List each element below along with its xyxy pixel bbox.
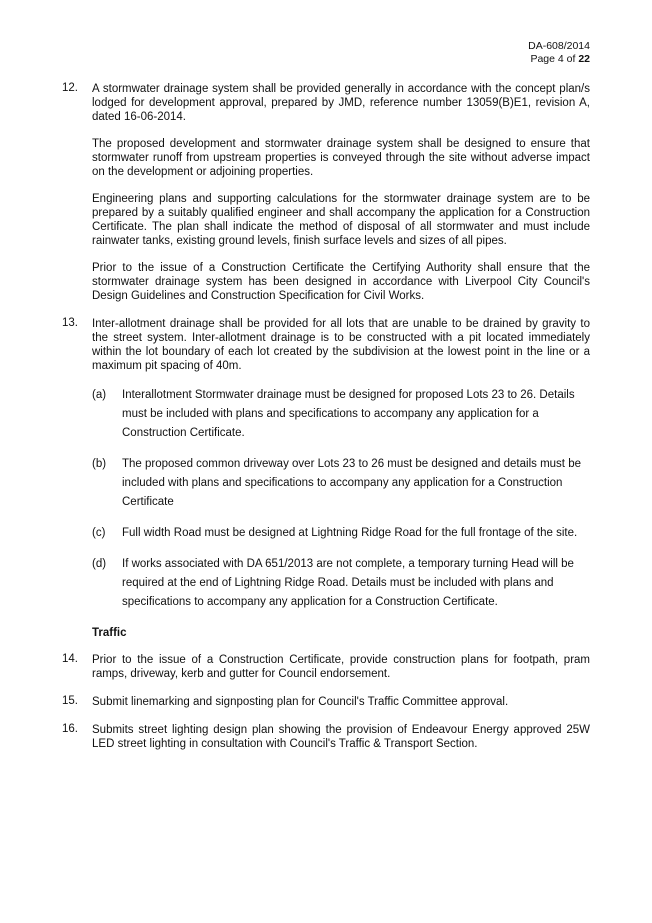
sub-item-a [92, 386, 590, 443]
paragraph: The proposed development and stormwater drainage system shall be designed to ensure that stormwater runoff from upstream properties is conveyed through the site without adverse impact on the development or adjoining properties. [92, 138, 590, 178]
condition-14 [62, 653, 590, 681]
paragraph: Inter-allotment drainage shall be provided for all lots that are unable to be drained by gravity to the street system. Inter-allotment drainage is to be constructed with a pit located immediately within the lot boundary of each lot created by the subdivision at the lowest point in the line or a maximum pit spacing of 40m. [92, 318, 590, 372]
paragraph: Prior to the issue of a Construction Certificate the Certifying Authority shall ensure that the stormwater drainage system has been designed in accordance with Liverpool City Council's Design Guidelines and Construction Specification for Civil Works. [92, 262, 590, 302]
paragraph: Submits street lighting design plan showing the provision of Endeavour Energy approved 25W LED street lighting in consultation with Council's Traffic & Transport Section. [92, 724, 590, 750]
section-heading-traffic: Traffic [92, 627, 127, 639]
condition-number: 15. [62, 695, 78, 707]
paragraph: Prior to the issue of a Construction Certificate, provide construction plans for footpath, pram ramps, driveway, kerb and gutter for Council endorsement. [92, 654, 590, 680]
document-body [62, 82, 590, 765]
condition-number: 13. [62, 317, 78, 329]
condition-13 [62, 317, 590, 612]
sub-item-text: If works associated with DA 651/2013 are not complete, a temporary turning Head will be required at the end of Lightning Ridge Road. Details must be included with plans and specifications to accompany any application for a Construction Certificate. [122, 558, 574, 608]
sub-item-b [92, 455, 590, 512]
sub-item-letter: (d) [92, 558, 107, 570]
condition-12 [62, 82, 590, 303]
page-number [528, 53, 590, 66]
paragraph: A stormwater drainage system shall be provided generally in accordance with the concept plan/s lodged for development approval, prepared by JMD, reference number 13059(B)E1, revision A, dated 16-06-2014. [92, 83, 590, 123]
page-number-prefix: Page 4 of [530, 53, 579, 65]
sub-item-c [92, 524, 590, 543]
condition-number: 16. [62, 723, 78, 735]
sub-item-letter: (b) [92, 458, 107, 470]
sub-item-letter: (c) [92, 527, 106, 539]
sub-item-d [92, 555, 590, 612]
sub-item-text: Interallotment Stormwater drainage must be designed for proposed Lots 23 to 26. Details must be included with plans and specifications to accompany any application for a Construction Certificate. [122, 389, 575, 439]
sub-item-text: Full width Road must be designed at Lightning Ridge Road for the full frontage of the site. [122, 527, 578, 539]
condition-15 [62, 695, 590, 709]
condition-16 [62, 723, 590, 751]
condition-number: 12. [62, 82, 78, 94]
sub-item-letter: (a) [92, 389, 107, 401]
page-total: 22 [578, 53, 590, 65]
page-header [528, 40, 590, 66]
sub-item-text: The proposed common driveway over Lots 23 to 26 must be designed and details must be included with plans and specifications to accompany any application for a Construction Certificate [122, 458, 581, 508]
condition-number: 14. [62, 653, 78, 665]
paragraph: Submit linemarking and signposting plan for Council's Traffic Committee approval. [92, 696, 509, 708]
document-reference: DA-608/2014 [528, 40, 590, 52]
paragraph: Engineering plans and supporting calculations for the stormwater drainage system are to be prepared by a suitably qualified engineer and shall accompany the application for a Construction Certificate. The plan shall indicate the method of disposal of all stormwater and must include rainwater tanks, existing ground levels, finish surface levels and sizes of all pipes. [92, 193, 590, 247]
